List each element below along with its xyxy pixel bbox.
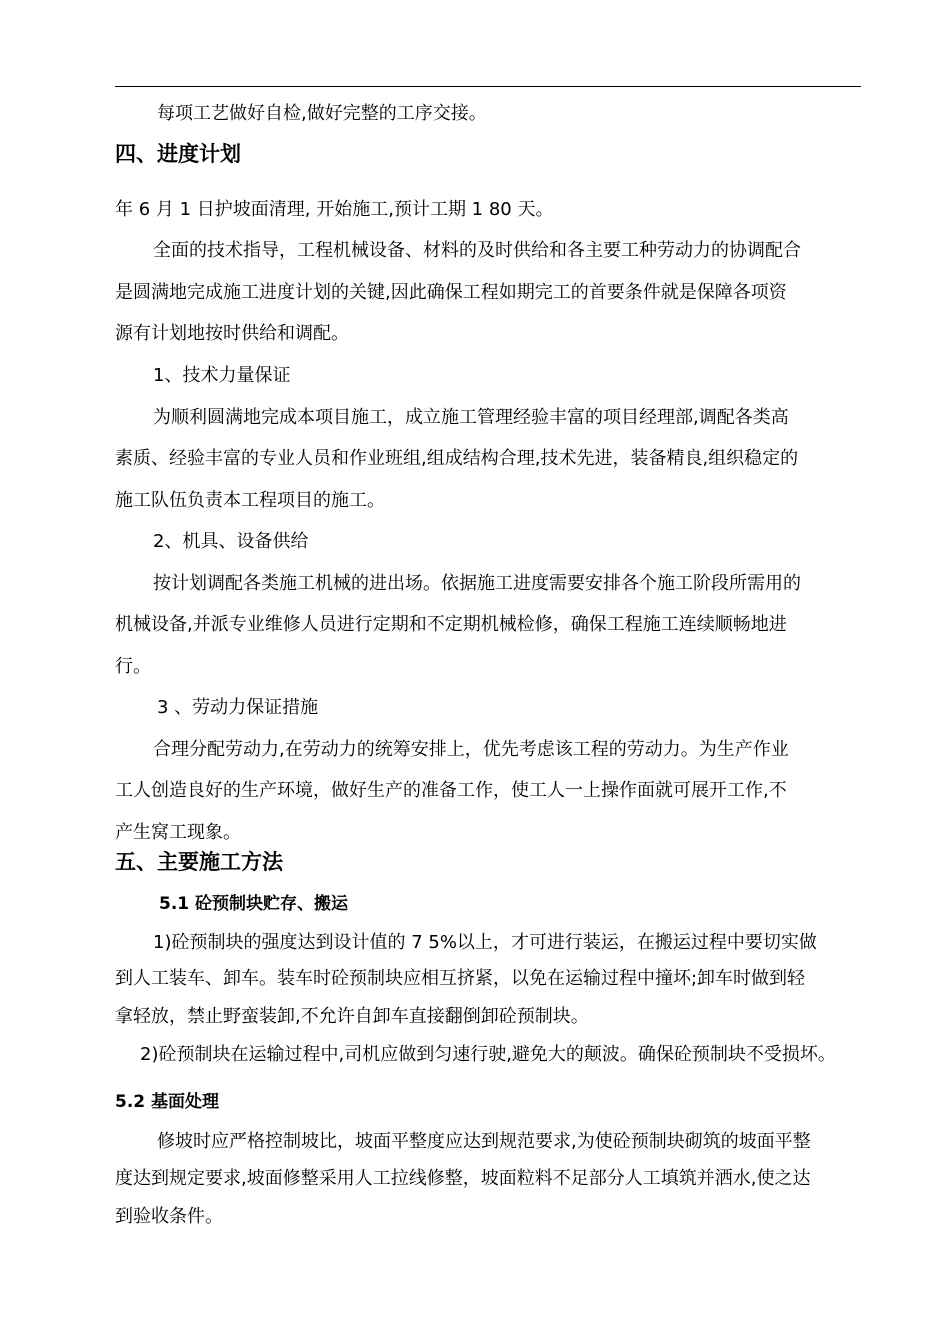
paragraph-line: 是圆满地完成施工进度计划的关键,因此确保工程如期完工的首要条件就是保障各项资 bbox=[115, 282, 787, 303]
paragraph-line: 每项工艺做好自检,做好完整的工序交接。 bbox=[157, 103, 487, 124]
paragraph-line: 产生窝工现象。 bbox=[115, 822, 241, 843]
paragraph-line: 源有计划地按时供给和调配。 bbox=[115, 323, 349, 344]
paragraph-line: 机械设备,并派专业维修人员进行定期和不定期机械检修，确保工程施工连续顺畅地进 bbox=[115, 614, 787, 635]
subheading-technical: 1、技术力量保证 bbox=[153, 365, 291, 386]
paragraph-line: 按计划调配各类施工机械的进出场。依据施工进度需要安排各个施工阶段所需用的 bbox=[153, 573, 801, 594]
header-rule bbox=[115, 86, 861, 87]
paragraph-line: 度达到规定要求,坡面修整采用人工拉线修整，坡面粒料不足部分人工填筑并洒水,使之达 bbox=[115, 1168, 811, 1189]
paragraph-line: 为顺利圆满地完成本项目施工，成立施工管理经验丰富的项目经理部,调配各类高 bbox=[153, 407, 789, 428]
paragraph-line: 拿轻放，禁止野蛮装卸,不允许自卸车直接翻倒卸砼预制块。 bbox=[115, 1006, 589, 1027]
paragraph-line: 行。 bbox=[115, 656, 151, 677]
paragraph-line: 1)砼预制块的强度达到设计值的 7 5%以上，才可进行装运，在搬运过程中要切实做 bbox=[153, 932, 817, 953]
subheading-labor: 3 、劳动力保证措施 bbox=[157, 697, 319, 718]
subsection-heading-5-2: 5.2 基面处理 bbox=[115, 1092, 220, 1112]
paragraph-line: 修坡时应严格控制坡比，坡面平整度应达到规范要求,为使砼预制块砌筑的坡面平整 bbox=[157, 1131, 811, 1152]
paragraph-line: 施工队伍负责本工程项目的施工。 bbox=[115, 490, 385, 511]
paragraph-line: 到验收条件。 bbox=[115, 1206, 223, 1227]
section-heading-schedule: 四、进度计划 bbox=[115, 142, 241, 166]
subsection-heading-5-1: 5.1 砼预制块贮存、搬运 bbox=[159, 894, 349, 914]
paragraph-line: 工人创造良好的生产环境，做好生产的准备工作，使工人一上操作面就可展开工作,不 bbox=[115, 780, 787, 801]
section-heading-methods: 五、主要施工方法 bbox=[115, 850, 283, 874]
subheading-equipment: 2、机具、设备供给 bbox=[153, 531, 309, 552]
paragraph-line: 素质、经验丰富的专业人员和作业班组,组成结构合理,技术先进，装备精良,组织稳定的 bbox=[115, 448, 799, 469]
paragraph-line: 到人工装车、卸车。装车时砼预制块应相互挤紧，以免在运输过程中撞坏;卸车时做到轻 bbox=[115, 968, 806, 989]
paragraph-line: 全面的技术指导，工程机械设备、材料的及时供给和各主要工种劳动力的协调配合 bbox=[153, 240, 801, 261]
paragraph-line: 年 6 月 1 日护坡面清理, 开始施工,预计工期 1 80 天。 bbox=[115, 199, 554, 220]
paragraph-line: 2)砼预制块在运输过程中,司机应做到匀速行驶,避免大的颠波。确保砼预制块不受损坏。 bbox=[140, 1044, 836, 1065]
paragraph-line: 合理分配劳动力,在劳动力的统筹安排上，优先考虑该工程的劳动力。为生产作业 bbox=[153, 739, 789, 760]
